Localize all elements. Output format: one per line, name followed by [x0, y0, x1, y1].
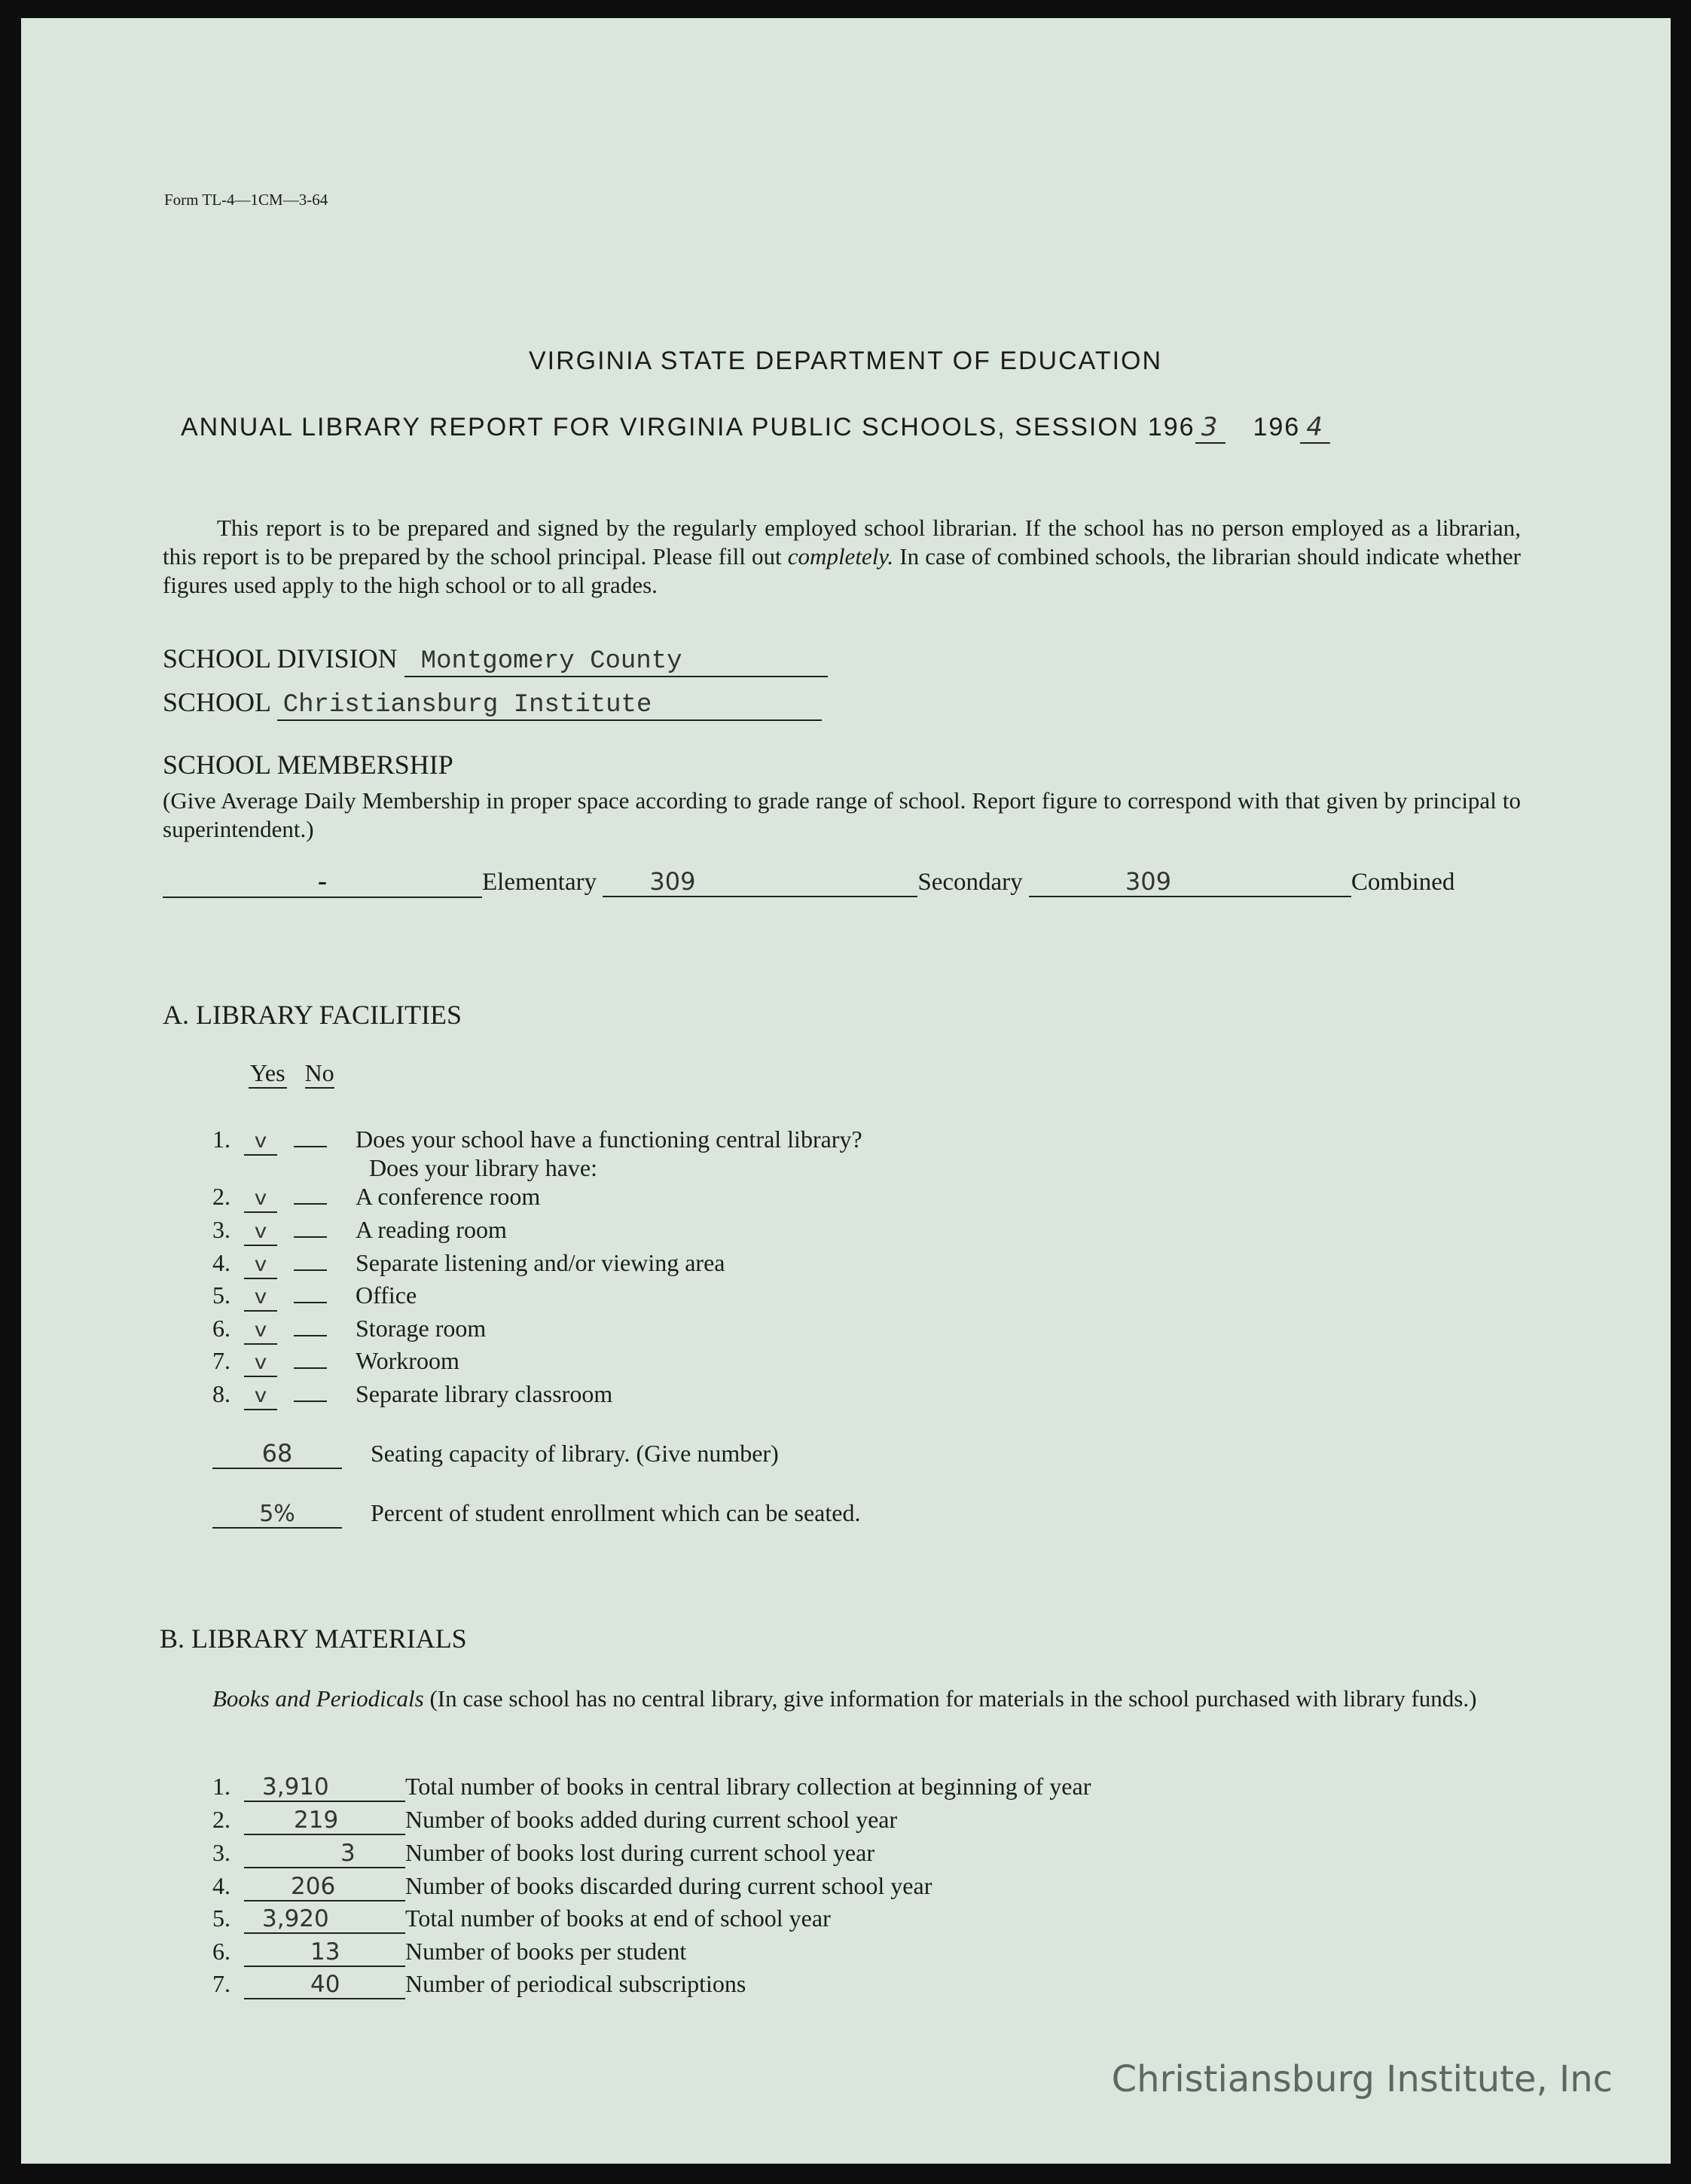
material-value: 40	[310, 1971, 340, 1998]
material-row-1	[212, 1773, 1091, 1802]
material-num: 3.	[212, 1839, 230, 1866]
facility-num: 2.	[212, 1183, 230, 1210]
material-num: 7.	[212, 1970, 230, 1997]
seating-label: Seating capacity of library. (Give number)	[371, 1440, 779, 1467]
elementary-label: Elementary	[482, 869, 597, 896]
material-label: Total number of books in central library collection at beginning of year	[405, 1773, 1091, 1800]
school-division-row	[163, 643, 828, 677]
material-row-5	[212, 1905, 831, 1934]
yes-label: Yes	[249, 1059, 287, 1089]
facility-label: Separate library classroom	[356, 1380, 613, 1407]
facility-row-1[interactable]	[212, 1126, 862, 1156]
material-value-field[interactable]	[244, 1971, 405, 1999]
material-row-3	[212, 1839, 874, 1868]
material-row-7	[212, 1970, 746, 1999]
report-title-text: ANNUAL LIBRARY REPORT FOR VIRGINIA PUBLIC SCHOOLS, SESSION	[181, 413, 1140, 441]
material-num: 2.	[212, 1806, 230, 1833]
material-value: 219	[294, 1807, 339, 1834]
school-value[interactable]: Christiansburg Institute	[277, 691, 822, 721]
no-label: No	[305, 1059, 334, 1089]
facility-yes-mark[interactable]: v	[244, 1287, 277, 1312]
materials-subtitle	[212, 1685, 1517, 1713]
facility-label: A conference room	[356, 1183, 541, 1210]
material-num: 5.	[212, 1905, 230, 1932]
material-value: 3	[340, 1840, 356, 1867]
facility-subquestion: Does your library have:	[369, 1154, 598, 1181]
membership-note: (Give Average Daily Membership in proper space according to grade range of school. Report figure to correspond with that given by principal to superintendent.)	[163, 787, 1521, 842]
facility-no-mark[interactable]	[294, 1203, 327, 1205]
facility-label: Separate listening and/or viewing area	[356, 1249, 725, 1276]
instructions-text-1: This report is to be prepared and signed by the regularly employed school librarian. If the school has no person employed as a librarian, this report is to be prepared by the school principal. Please fill out	[163, 515, 1521, 570]
combined-field[interactable]	[1029, 867, 1351, 897]
material-label: Number of books per student	[405, 1938, 687, 1965]
session-year-2: 4	[1300, 412, 1330, 444]
facility-num: 4.	[212, 1249, 230, 1276]
facility-label: Storage room	[356, 1315, 487, 1342]
material-value-field[interactable]	[244, 1807, 405, 1835]
facility-yes-mark[interactable]: v	[244, 1320, 277, 1345]
facility-no-mark[interactable]	[294, 1146, 327, 1147]
session-prefix-1: 196	[1147, 413, 1195, 441]
material-label: Total number of books at end of school year	[405, 1905, 831, 1932]
material-value-field[interactable]	[244, 1773, 405, 1802]
facility-yes-mark[interactable]: v	[244, 1385, 277, 1410]
facility-row-7[interactable]	[212, 1347, 459, 1377]
instructions-text-2: In case of combined schools, the librarian should indicate whether figures used apply to the high school or to all grades.	[163, 543, 1521, 598]
facility-label: Does your school have a functioning central library?	[356, 1126, 862, 1153]
department-heading: VIRGINIA STATE DEPARTMENT OF EDUCATION	[528, 347, 1163, 375]
material-value: 206	[291, 1873, 336, 1900]
seating-value[interactable]: 68	[212, 1439, 342, 1469]
material-value-field[interactable]	[244, 1905, 405, 1934]
instructions-paragraph	[163, 514, 1521, 600]
material-label: Number of books lost during current school year	[405, 1839, 874, 1866]
materials-subtitle-italic: Books and Periodicals	[212, 1685, 424, 1712]
material-label: Number of periodical subscriptions	[405, 1970, 746, 1997]
facility-num: 7.	[212, 1347, 230, 1374]
facility-no-mark[interactable]	[294, 1302, 327, 1303]
material-value-field[interactable]	[244, 1938, 405, 1967]
instructions-emphasis: completely.	[787, 543, 894, 570]
material-num: 1.	[212, 1773, 230, 1800]
material-value: 3,910	[262, 1773, 329, 1801]
session-prefix-2: 196	[1253, 413, 1301, 441]
session-year-1: 3	[1195, 412, 1226, 444]
elementary-value[interactable]: -	[163, 865, 482, 898]
materials-subtitle-text: (In case school has no central library, give information for materials in the school purchased with library funds.)	[423, 1685, 1477, 1712]
material-value: 3,920	[262, 1905, 329, 1932]
school-label: SCHOOL	[163, 687, 270, 717]
material-row-4	[212, 1872, 932, 1901]
material-row-6	[212, 1938, 686, 1967]
facility-yes-mark[interactable]: v	[244, 1131, 277, 1156]
facility-num: 6.	[212, 1315, 230, 1342]
membership-label: SCHOOL MEMBERSHIP	[163, 750, 453, 780]
facility-label: Workroom	[356, 1347, 459, 1374]
percent-value[interactable]: 5%	[212, 1501, 342, 1529]
combined-label: Combined	[1351, 869, 1455, 896]
combined-value: 309	[1125, 867, 1171, 896]
facility-num: 8.	[212, 1380, 230, 1407]
seating-row	[212, 1439, 779, 1469]
facility-yes-mark[interactable]: v	[244, 1352, 277, 1377]
facility-label: Office	[356, 1281, 417, 1309]
material-row-2	[212, 1806, 897, 1835]
facility-label: A reading room	[356, 1216, 507, 1243]
facility-row-8[interactable]	[212, 1380, 612, 1410]
material-label: Number of books added during current school year	[405, 1806, 898, 1833]
facilities-title: A. LIBRARY FACILITIES	[163, 1000, 462, 1030]
yes-no-header	[249, 1059, 334, 1089]
facility-row-2[interactable]	[212, 1183, 540, 1213]
percent-row	[212, 1499, 860, 1529]
facility-num: 3.	[212, 1216, 230, 1243]
secondary-field[interactable]	[603, 867, 917, 897]
facility-no-mark[interactable]	[294, 1367, 327, 1369]
facility-row-6[interactable]	[212, 1315, 486, 1345]
report-title	[181, 412, 1330, 444]
form-code: Form TL-4—1CM—3-64	[164, 191, 328, 209]
archive-watermark: Christiansburg Institute, Inc	[1111, 2058, 1613, 2100]
facility-row-3[interactable]	[212, 1216, 507, 1246]
secondary-value: 309	[649, 867, 696, 896]
facility-no-mark[interactable]	[294, 1335, 327, 1336]
school-division-label: SCHOOL DIVISION	[163, 643, 398, 674]
material-value-field[interactable]	[244, 1873, 405, 1901]
facility-no-mark[interactable]	[294, 1269, 327, 1271]
facility-yes-mark[interactable]: v	[244, 1221, 277, 1246]
facility-num: 1.	[212, 1126, 230, 1153]
secondary-label: Secondary	[917, 869, 1023, 896]
material-num: 6.	[212, 1938, 230, 1965]
facility-no-mark[interactable]	[294, 1401, 327, 1402]
facility-yes-mark[interactable]: v	[244, 1188, 277, 1213]
facility-yes-mark[interactable]: v	[244, 1254, 277, 1279]
material-label: Number of books discarded during current school year	[405, 1872, 932, 1899]
material-value-field[interactable]	[244, 1840, 405, 1868]
material-value: 13	[310, 1938, 340, 1966]
material-num: 4.	[212, 1872, 230, 1899]
percent-label: Percent of student enrollment which can be seated.	[371, 1499, 861, 1526]
school-row	[163, 686, 822, 721]
facility-row-5[interactable]	[212, 1281, 417, 1312]
materials-title: B. LIBRARY MATERIALS	[160, 1623, 467, 1654]
facility-no-mark[interactable]	[294, 1236, 327, 1238]
facility-num: 5.	[212, 1281, 230, 1309]
school-division-value[interactable]: Montgomery County	[404, 647, 828, 677]
membership-row	[163, 865, 1454, 898]
facility-row-4[interactable]	[212, 1249, 725, 1279]
